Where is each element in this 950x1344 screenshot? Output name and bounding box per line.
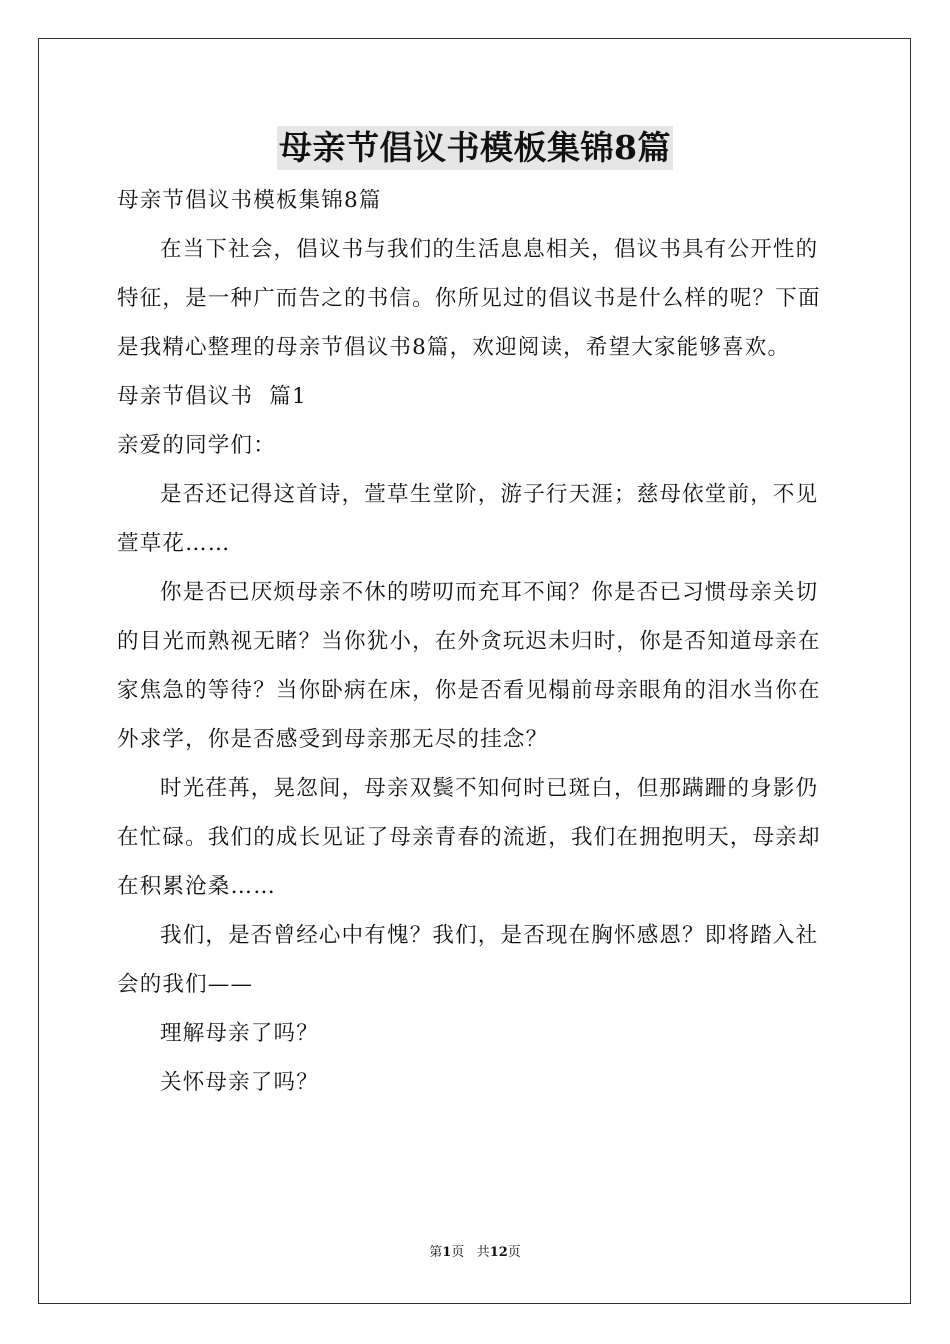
paragraph: 时光荏苒，晃忽间，母亲双鬓不知何时已斑白，但那蹒跚的身影仍在忙碌。我们的成长见证了母亲青春的流逝，我们在拥抱明天，母亲却在积累沧桑…… <box>117 776 821 899</box>
paragraph: 我们，是否曾经心中有愧？我们，是否现在胸怀感恩？即将踏入社会的我们—— <box>117 923 819 997</box>
total-suffix: 页 <box>507 1245 521 1260</box>
document-subtitle: 母亲节倡议书模板集锦8篇 <box>117 188 382 213</box>
total-prefix: 共 <box>476 1245 490 1260</box>
page-prefix: 第 <box>429 1245 443 1260</box>
salutation: 亲爱的同学们： <box>117 433 276 458</box>
total-pages: 12 <box>489 1245 508 1260</box>
paragraph: 理解母亲了吗？ <box>160 1021 319 1046</box>
page-suffix: 页 <box>451 1245 465 1260</box>
document-body <box>117 176 839 1107</box>
paragraph: 关怀母亲了吗？ <box>160 1070 319 1095</box>
section-heading: 母亲节倡议书 篇1 <box>117 384 307 409</box>
page-footer <box>0 1244 950 1262</box>
paragraph-intro: 在当下社会，倡议书与我们的生活息息相关，倡议书具有公开性的特征，是一种广而告之的书信。你所见过的倡议书是什么样的呢？下面是我精心整理的母亲节倡议书8篇，欢迎阅读，希望大家能够喜欢。 <box>117 237 821 360</box>
document-title: 母亲节倡议书模板集锦8篇 <box>277 126 673 170</box>
paragraph: 是否还记得这首诗，萱草生堂阶，游子行天涯；慈母依堂前，不见萱草花…… <box>117 482 819 556</box>
page-number: 1 <box>442 1245 452 1260</box>
paragraph: 你是否已厌烦母亲不休的唠叨而充耳不闻？你是否已习惯母亲关切的目光而熟视无睹？当你犹小，在外贪玩迟未归时，你是否知道母亲在家焦急的等待？当你卧病在床，你是否看见榻前母亲眼角的泪水当你在外求学，你是否感受到母亲那无尽的挂念？ <box>117 580 821 752</box>
title-container <box>0 126 950 170</box>
